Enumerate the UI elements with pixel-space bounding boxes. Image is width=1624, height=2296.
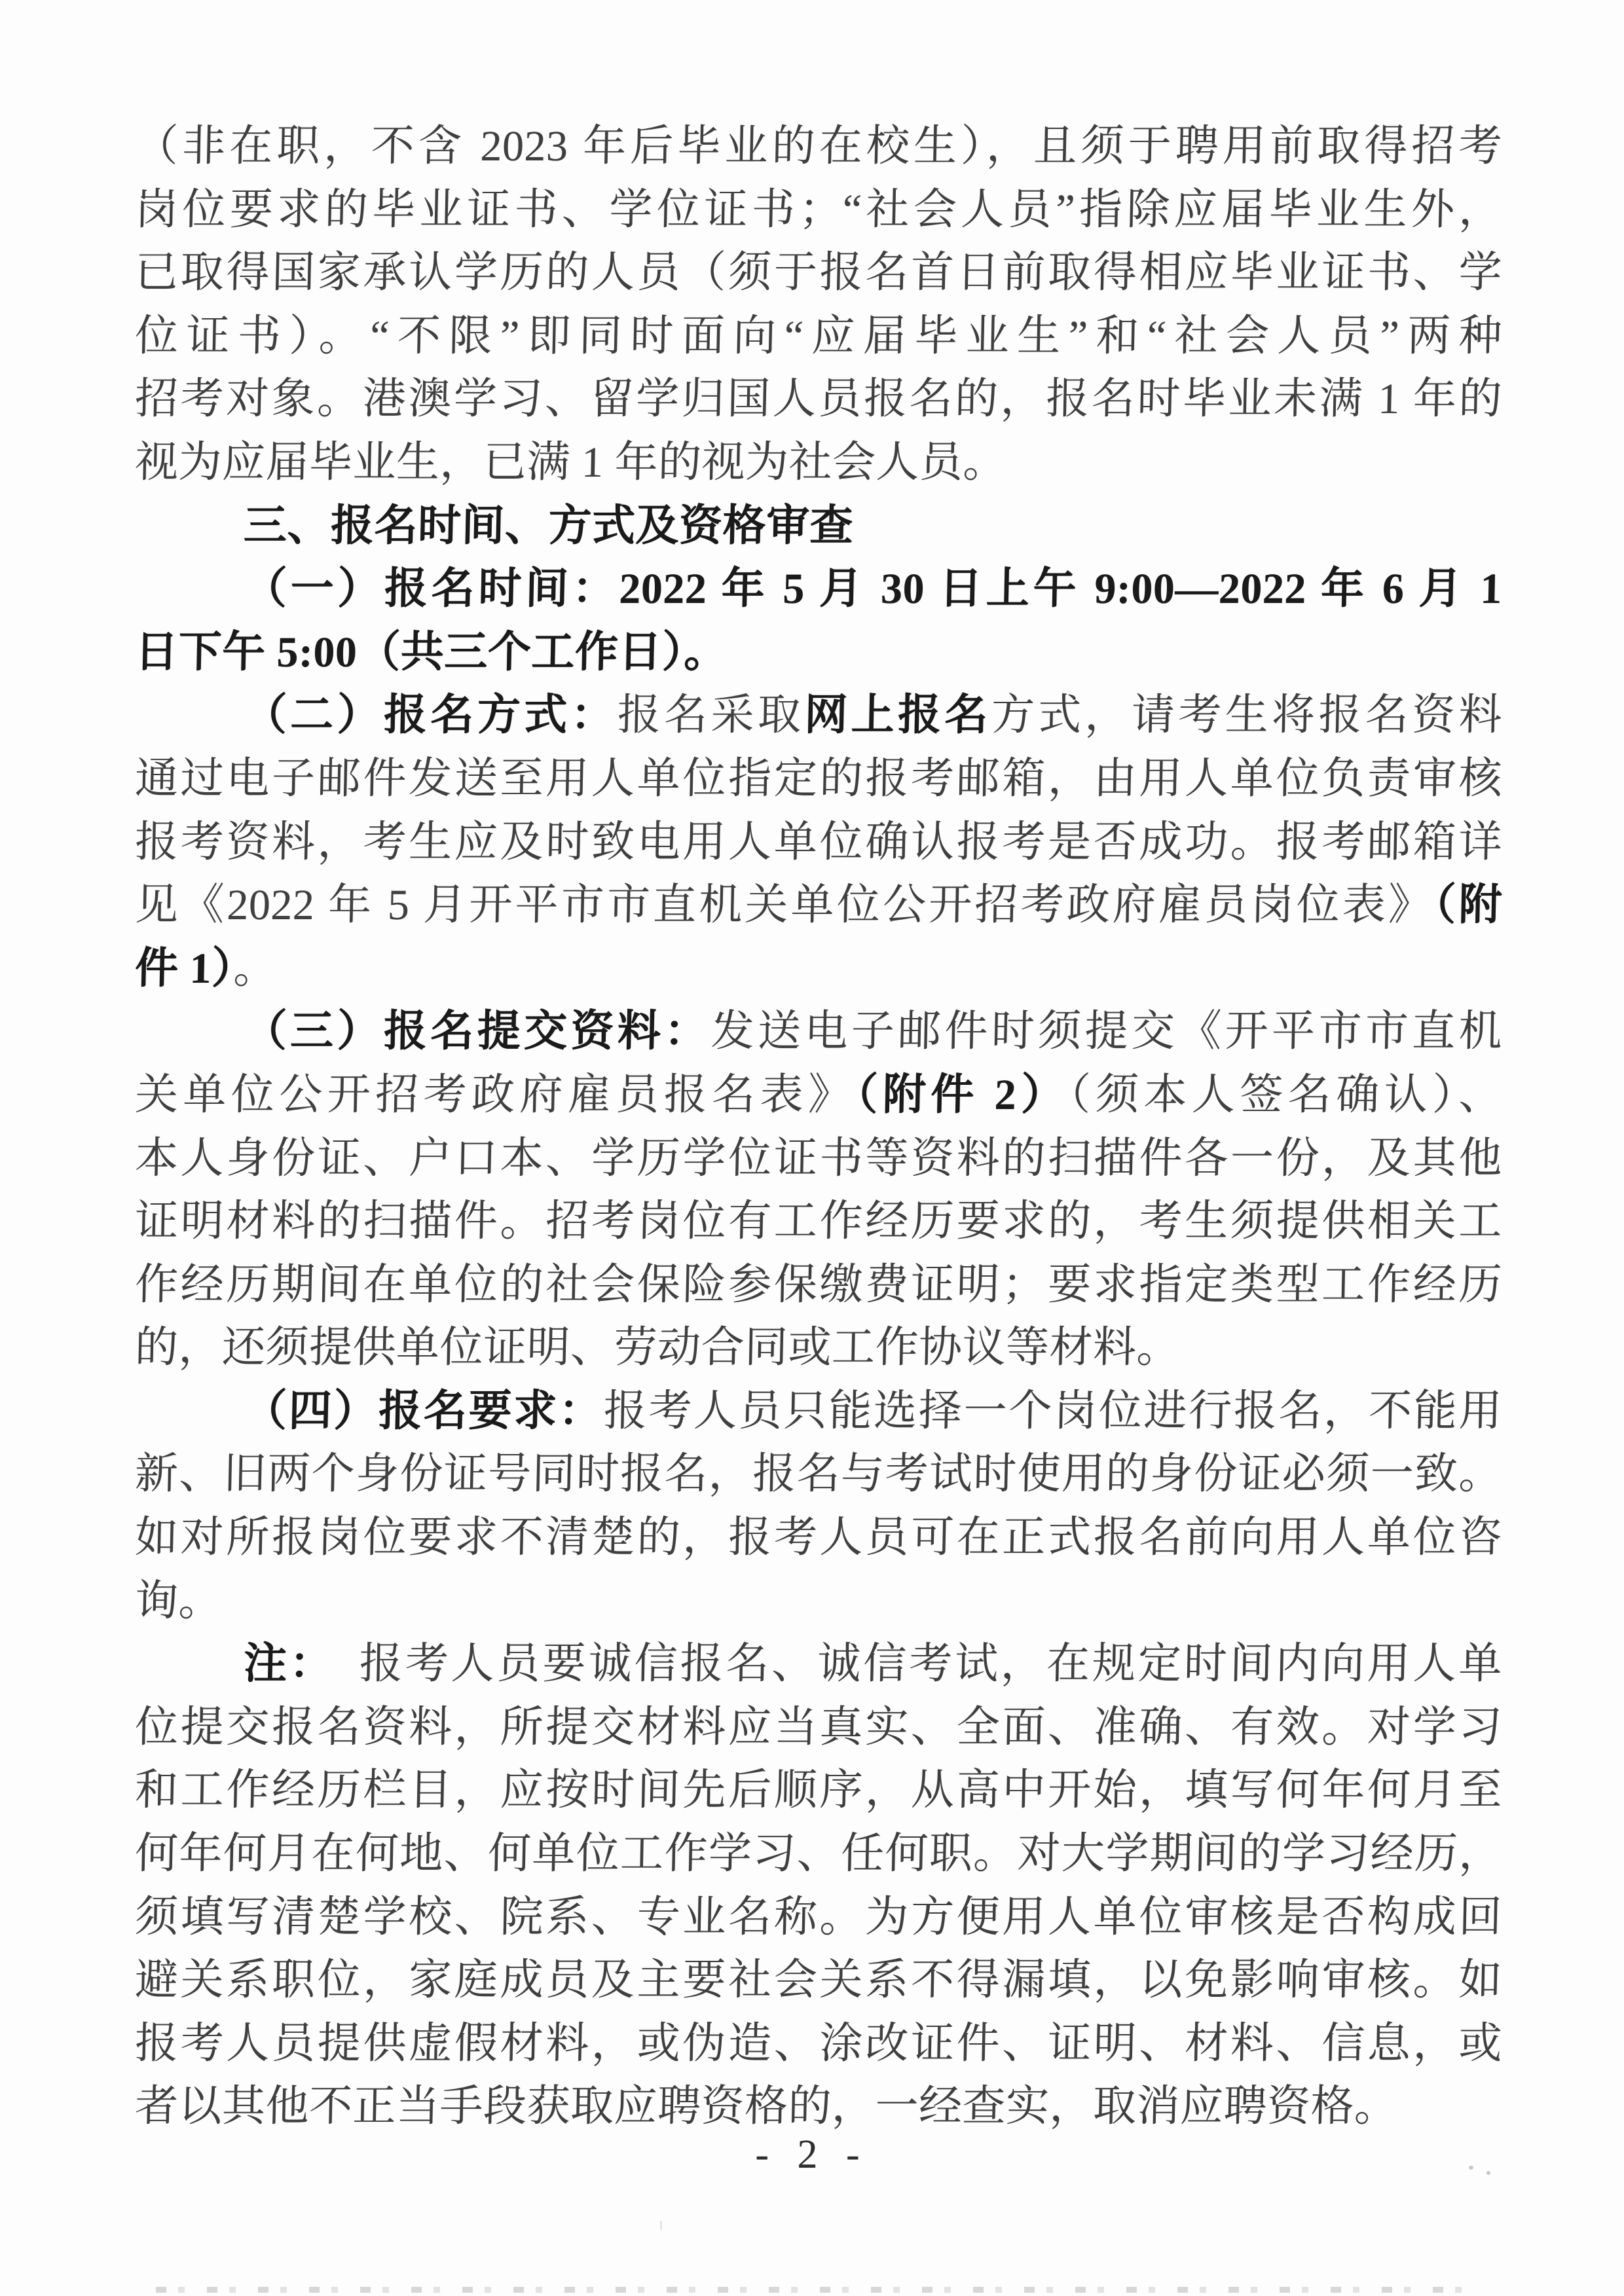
text-run: 岗位要求的毕业证书、学位证书；“社会人员”指除应届毕业生外， xyxy=(134,185,1503,234)
text-line xyxy=(134,179,1503,242)
text-line xyxy=(134,115,1503,179)
scan-speck xyxy=(1486,2171,1490,2175)
text-line xyxy=(134,1823,1503,1886)
text-run: 证明材料的扫描件。招考岗位有工作经历要求的，考生须提供相关工 xyxy=(134,1197,1503,1246)
bold-text-run: （附 xyxy=(1433,881,1503,930)
text-line xyxy=(134,1317,1503,1380)
bold-text-run: （四）报名要求： xyxy=(243,1387,604,1435)
text-run: 。 xyxy=(232,944,278,993)
text-run: 见《2022 年 5 月开平市市直机关单位公开招考政府雇员岗位表》 xyxy=(134,881,1435,930)
text-run: 报考人员只能选择一个岗位进行报名，不能用 xyxy=(603,1387,1503,1435)
scan-speck xyxy=(660,2221,662,2230)
text-line xyxy=(134,1443,1503,1506)
text-line xyxy=(134,431,1503,495)
text-line xyxy=(134,874,1503,938)
text-run: 位证书）。“不限”即同时面向“应届毕业生”和“社会人员”两种 xyxy=(134,312,1503,360)
text-run: 本人身份证、户口本、学历学位证书等资料的扫描件各一份，及其他 xyxy=(134,1134,1503,1182)
bold-text-run: 件 1） xyxy=(134,944,234,993)
bold-text-run: （附件 2） xyxy=(855,1070,1070,1119)
text-run: 招考对象。港澳学习、留学归国人员报名的，报名时毕业未满 1 年的 xyxy=(134,375,1503,424)
document-body xyxy=(135,115,1502,2139)
text-run: 新、旧两个身份证号同时报名，报名与考试时使用的身份证必须一致。 xyxy=(134,1450,1503,1499)
bold-text-run: 网上报名 xyxy=(803,691,992,740)
text-run: 者以其他不正当手段获取应聘资格的，一经查实，取消应聘资格。 xyxy=(134,2083,1399,2131)
bold-text-run: （二）报名方式： xyxy=(243,691,618,740)
text-run: （非在职，不含 2023 年后毕业的在校生），且须于聘用前取得招考 xyxy=(134,122,1503,170)
bold-text-run: 注： xyxy=(243,1640,314,1688)
text-line xyxy=(134,1886,1503,1950)
text-run: 关单位公开招考政府雇员报名表》 xyxy=(134,1070,857,1119)
text-line xyxy=(134,1759,1503,1823)
text-run: 须填写清楚学校、院系、专业名称。为方便用人单位审核是否构成回 xyxy=(134,1893,1503,1941)
text-run: 作经历期间在单位的社会保险参保缴费证明；要求指定类型工作经历 xyxy=(134,1260,1503,1309)
text-line xyxy=(134,1696,1503,1760)
text-line xyxy=(134,1506,1503,1570)
text-run: 询。 xyxy=(134,1576,223,1625)
text-run: 的，还须提供单位证明、劳动合同或工作协议等材料。 xyxy=(134,1324,1181,1372)
bold-text-run: 三、报名时间、方式及资格审查 xyxy=(243,501,854,550)
text-run: 何年何月在何地、何单位工作学习、任何职。对大学期间的学习经历， xyxy=(134,1830,1503,1878)
text-line xyxy=(134,368,1503,431)
text-line xyxy=(134,1190,1503,1254)
text-run: 如对所报岗位要求不清楚的，报考人员可在正式报名前向用人单位咨 xyxy=(134,1514,1503,1562)
text-line xyxy=(134,621,1503,685)
text-line xyxy=(134,1254,1503,1317)
bold-text-run: 日下午 5:00（共三个工作日）。 xyxy=(134,628,728,676)
text-line xyxy=(134,1064,1503,1127)
text-run: 位提交报名资料，所提交材料应当真实、全面、准确、有效。对学习 xyxy=(134,1703,1503,1751)
text-run: （须本人签名确认）、 xyxy=(1068,1070,1503,1119)
text-run: 报考人员提供虚假材料，或伪造、涂改证件、证明、材料、信息，或 xyxy=(134,2019,1503,2068)
text-run: 通过电子邮件发送至用人单位指定的报考邮箱，由用人单位负责审核 xyxy=(134,754,1503,803)
text-line xyxy=(134,495,1503,558)
text-line xyxy=(134,2075,1503,2139)
text-run: 发送电子邮件时须提交《开平市市直机 xyxy=(710,1008,1503,1056)
text-line xyxy=(134,305,1503,369)
text-run: 避关系职位，家庭成员及主要社会关系不得漏填，以免影响审核。如 xyxy=(134,1956,1503,2005)
text-line xyxy=(134,1380,1503,1444)
bold-text-run: （一）报名时间：2022 年 5 月 30 日上午 9:00—2022 年 6 月 1 xyxy=(243,565,1503,613)
text-line xyxy=(134,1949,1503,2013)
text-line xyxy=(134,242,1503,305)
text-line xyxy=(134,558,1503,621)
text-line xyxy=(134,2013,1503,2076)
text-line xyxy=(134,1000,1503,1064)
cut-off-next-page-text xyxy=(156,2287,1475,2293)
text-run: 报考人员要诚信报名、诚信考试，在规定时间内向用人单 xyxy=(313,1640,1503,1688)
text-run: 方式，请考生将报名资料 xyxy=(991,691,1503,740)
text-line xyxy=(134,811,1503,875)
text-run: 已取得国家承认学历的人员（须于报名首日前取得相应毕业证书、学 xyxy=(134,249,1503,297)
text-run: 报考资料，考生应及时致电用人单位确认报考是否成功。报考邮箱详 xyxy=(134,818,1503,866)
text-run: 视为应届毕业生，已满 1 年的视为社会人员。 xyxy=(134,438,1007,486)
text-run: 报名采取 xyxy=(617,691,805,740)
text-line xyxy=(134,1633,1503,1696)
text-line xyxy=(134,1570,1503,1633)
text-run: 和工作经历栏目，应按时间先后顺序，从高中开始，填写何年何月至 xyxy=(134,1766,1503,1815)
text-line xyxy=(134,684,1503,748)
scan-speck xyxy=(1469,2166,1473,2170)
text-line xyxy=(134,938,1503,1001)
bold-text-run: （三）报名提交资料： xyxy=(243,1008,712,1056)
text-line xyxy=(134,1127,1503,1191)
page-number: - 2 - xyxy=(755,2132,869,2177)
text-line xyxy=(134,748,1503,811)
